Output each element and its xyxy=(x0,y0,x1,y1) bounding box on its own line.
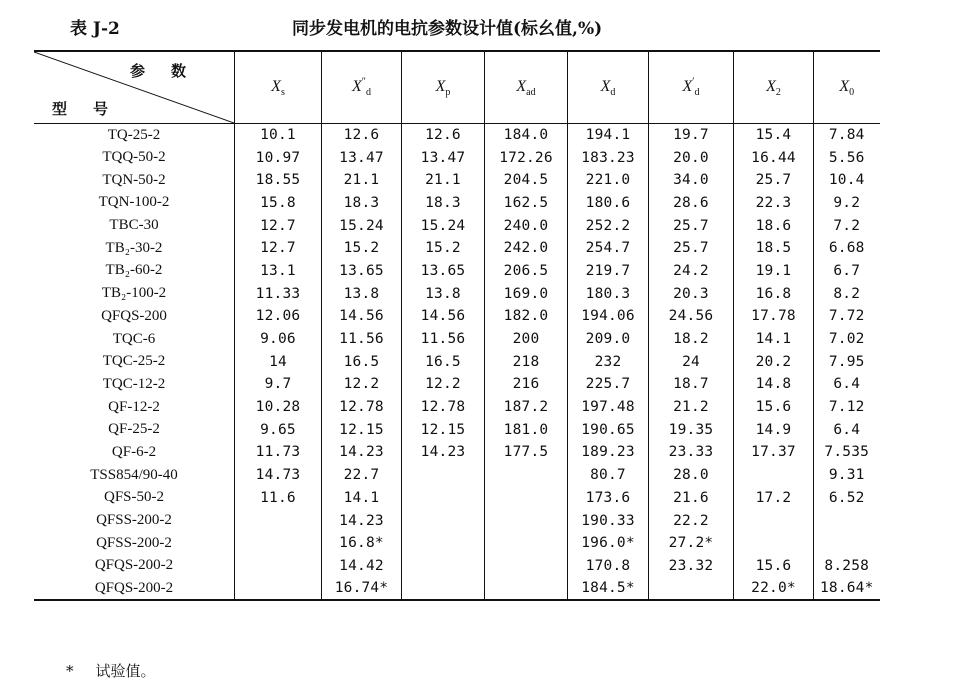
table-row xyxy=(34,532,880,555)
value-cell: 9.7 xyxy=(235,373,322,396)
value-cell: 232 xyxy=(568,350,649,373)
value-cell: 17.37 xyxy=(734,441,814,464)
column-symbol xyxy=(839,78,855,99)
value-cell: 209.0 xyxy=(568,328,649,351)
value-cell: 22.0* xyxy=(734,577,814,600)
value-cell: 181.0 xyxy=(485,418,568,441)
model-cell: TQN-100-2 xyxy=(98,194,170,211)
header-row xyxy=(34,51,880,124)
value-cell: 8.2 xyxy=(814,282,880,305)
value-cell: 11.6 xyxy=(235,487,322,510)
value-cell: 27.2* xyxy=(649,532,734,555)
value-cell: 7.2 xyxy=(814,214,880,237)
value-cell xyxy=(402,555,485,578)
value-cell: 23.32 xyxy=(649,555,734,578)
value-cell: 204.5 xyxy=(485,169,568,192)
value-cell: 187.2 xyxy=(485,396,568,419)
value-cell: 22.7 xyxy=(322,464,402,487)
symbol-subscript: d xyxy=(610,87,616,99)
value-cell: 206.5 xyxy=(485,260,568,283)
value-cell: 13.8 xyxy=(402,282,485,305)
value-cell: 218 xyxy=(485,350,568,373)
value-cell: 15.24 xyxy=(402,214,485,237)
value-cell: 12.78 xyxy=(322,396,402,419)
value-cell: 19.1 xyxy=(734,260,814,283)
value-cell: 15.2 xyxy=(322,237,402,260)
symbol-subscript: d xyxy=(365,87,371,99)
table-title-row xyxy=(0,14,957,40)
value-cell: 16.5 xyxy=(322,350,402,373)
value-cell: 22.2 xyxy=(649,509,734,532)
value-cell: 10.4 xyxy=(814,169,880,192)
model-cell: QF-12-2 xyxy=(108,398,160,415)
value-cell: 12.6 xyxy=(322,124,402,147)
value-cell: 12.7 xyxy=(235,214,322,237)
symbol-subscript: 0 xyxy=(849,87,855,99)
value-cell: 25.7 xyxy=(649,237,734,260)
table-row xyxy=(34,487,880,510)
value-cell: 11.56 xyxy=(402,328,485,351)
value-cell: 24 xyxy=(649,350,734,373)
column-header-5 xyxy=(649,51,734,124)
table-row xyxy=(34,260,880,283)
value-cell: 194.06 xyxy=(568,305,649,328)
value-cell: 12.78 xyxy=(402,396,485,419)
value-cell: 13.47 xyxy=(402,146,485,169)
symbol-base: X xyxy=(682,78,693,96)
value-cell: 14.23 xyxy=(322,509,402,532)
value-cell: 21.2 xyxy=(649,396,734,419)
value-cell: 18.7 xyxy=(649,373,734,396)
value-cell: 6.68 xyxy=(814,237,880,260)
column-header-3 xyxy=(485,51,568,124)
value-cell: 14 xyxy=(235,350,322,373)
value-cell: 18.3 xyxy=(322,192,402,215)
value-cell: 12.6 xyxy=(402,124,485,147)
value-cell: 17.2 xyxy=(734,487,814,510)
value-cell: 169.0 xyxy=(485,282,568,305)
column-symbol xyxy=(271,78,285,99)
value-cell: 14.42 xyxy=(322,555,402,578)
value-cell: 25.7 xyxy=(649,214,734,237)
value-cell: 13.65 xyxy=(402,260,485,283)
model-cell: TQC-6 xyxy=(112,330,156,347)
model-cell: TBC-30 xyxy=(109,217,159,234)
symbol-subscript: 2 xyxy=(775,87,781,99)
value-cell: 14.1 xyxy=(734,328,814,351)
value-cell: 80.7 xyxy=(568,464,649,487)
value-cell: 16.5 xyxy=(402,350,485,373)
value-cell: 7.84 xyxy=(814,124,880,147)
value-cell: 20.2 xyxy=(734,350,814,373)
symbol-subscript: d xyxy=(694,87,700,99)
table-row xyxy=(34,328,880,351)
value-cell xyxy=(402,487,485,510)
value-cell: 252.2 xyxy=(568,214,649,237)
model-cell: TQC-25-2 xyxy=(102,353,166,370)
table-row xyxy=(34,509,880,532)
table-row xyxy=(34,237,880,260)
symbol-base: X xyxy=(435,78,446,96)
value-cell: 16.8* xyxy=(322,532,402,555)
value-cell: 177.5 xyxy=(485,441,568,464)
model-cell: QFQS-200-2 xyxy=(94,557,174,574)
value-cell: 18.5 xyxy=(734,237,814,260)
value-cell xyxy=(485,532,568,555)
value-cell: 189.23 xyxy=(568,441,649,464)
column-symbol xyxy=(516,78,536,99)
corner-header-cell xyxy=(34,51,235,124)
value-cell: 5.56 xyxy=(814,146,880,169)
value-cell: 19.7 xyxy=(649,124,734,147)
model-cell: TQQ-50-2 xyxy=(102,149,166,166)
value-cell: 21.1 xyxy=(322,169,402,192)
value-cell xyxy=(402,532,485,555)
value-cell: 190.33 xyxy=(568,509,649,532)
value-cell: 170.8 xyxy=(568,555,649,578)
model-cell: QF-6-2 xyxy=(111,443,157,460)
model-cell: TQC-12-2 xyxy=(102,375,166,392)
value-cell: 11.33 xyxy=(235,282,322,305)
value-cell: 28.6 xyxy=(649,192,734,215)
value-cell: 184.5* xyxy=(568,577,649,600)
table-row xyxy=(34,441,880,464)
value-cell: 196.0* xyxy=(568,532,649,555)
table-row xyxy=(34,350,880,373)
value-cell: 14.56 xyxy=(322,305,402,328)
value-cell: 20.3 xyxy=(649,282,734,305)
value-cell: 15.6 xyxy=(734,555,814,578)
value-cell: 24.2 xyxy=(649,260,734,283)
model-cell: TB₂-30-2 xyxy=(105,239,163,256)
table-body xyxy=(34,124,880,600)
value-cell: 18.3 xyxy=(402,192,485,215)
column-header-7 xyxy=(814,51,880,124)
value-cell: 242.0 xyxy=(485,237,568,260)
value-cell: 12.7 xyxy=(235,237,322,260)
column-header-0 xyxy=(235,51,322,124)
symbol-subscript: s xyxy=(280,87,285,99)
model-cell: QF-25-2 xyxy=(108,421,160,438)
model-cell: TB₂-60-2 xyxy=(105,262,163,279)
table-row xyxy=(34,396,880,419)
value-cell: 9.65 xyxy=(235,418,322,441)
value-cell: 16.8 xyxy=(734,282,814,305)
corner-label-model: 型号 xyxy=(52,100,135,118)
column-header-2 xyxy=(402,51,485,124)
value-cell: 12.15 xyxy=(322,418,402,441)
value-cell: 254.7 xyxy=(568,237,649,260)
value-cell xyxy=(402,509,485,532)
table-row xyxy=(34,214,880,237)
reactance-table xyxy=(34,50,880,601)
value-cell: 216 xyxy=(485,373,568,396)
column-header-1 xyxy=(322,51,402,124)
table-row xyxy=(34,305,880,328)
value-cell: 12.15 xyxy=(402,418,485,441)
value-cell: 18.64* xyxy=(814,577,880,600)
column-header-6 xyxy=(734,51,814,124)
value-cell: 7.02 xyxy=(814,328,880,351)
value-cell: 12.2 xyxy=(322,373,402,396)
value-cell: 14.1 xyxy=(322,487,402,510)
table-row xyxy=(34,373,880,396)
value-cell xyxy=(814,532,880,555)
value-cell: 10.97 xyxy=(235,146,322,169)
value-cell xyxy=(649,577,734,600)
value-cell xyxy=(485,555,568,578)
value-cell: 18.55 xyxy=(235,169,322,192)
value-cell: 184.0 xyxy=(485,124,568,147)
symbol-subscript: ad xyxy=(526,87,536,99)
value-cell: 24.56 xyxy=(649,305,734,328)
value-cell: 15.2 xyxy=(402,237,485,260)
symbol-base: X xyxy=(352,78,362,96)
table-row xyxy=(34,146,880,169)
footnote xyxy=(66,660,156,681)
value-cell: 10.28 xyxy=(235,396,322,419)
column-symbol xyxy=(435,78,451,99)
table-row xyxy=(34,169,880,192)
table-caption: 同步发电机的电抗参数设计值(标幺值,%) xyxy=(292,19,603,39)
value-cell: 180.3 xyxy=(568,282,649,305)
value-cell xyxy=(814,509,880,532)
value-cell: 9.06 xyxy=(235,328,322,351)
column-symbol xyxy=(682,77,700,99)
footnote-mark: * xyxy=(66,662,74,680)
value-cell: 7.535 xyxy=(814,441,880,464)
symbol-base: X xyxy=(271,78,281,96)
value-cell: 6.4 xyxy=(814,418,880,441)
value-cell: 34.0 xyxy=(649,169,734,192)
value-cell: 9.2 xyxy=(814,192,880,215)
model-cell: QFS-50-2 xyxy=(103,489,164,506)
value-cell: 13.8 xyxy=(322,282,402,305)
model-cell: QFSS-200-2 xyxy=(96,534,172,551)
symbol-base: X xyxy=(516,78,527,96)
column-header-4 xyxy=(568,51,649,124)
value-cell xyxy=(235,555,322,578)
value-cell: 162.5 xyxy=(485,192,568,215)
value-cell xyxy=(485,464,568,487)
table-row xyxy=(34,577,880,600)
value-cell: 7.12 xyxy=(814,396,880,419)
value-cell: 6.52 xyxy=(814,487,880,510)
model-cell: TQN-50-2 xyxy=(102,171,166,188)
table-row xyxy=(34,282,880,305)
value-cell: 19.35 xyxy=(649,418,734,441)
model-cell: QFSS-200-2 xyxy=(96,512,172,529)
value-cell: 21.6 xyxy=(649,487,734,510)
value-cell: 11.56 xyxy=(322,328,402,351)
value-cell xyxy=(734,532,814,555)
value-cell: 6.7 xyxy=(814,260,880,283)
value-cell: 20.0 xyxy=(649,146,734,169)
value-cell xyxy=(734,464,814,487)
value-cell: 16.44 xyxy=(734,146,814,169)
value-cell xyxy=(402,577,485,600)
value-cell: 7.72 xyxy=(814,305,880,328)
value-cell: 190.65 xyxy=(568,418,649,441)
table-number: 表 J-2 xyxy=(70,19,120,39)
column-symbol xyxy=(766,78,781,99)
value-cell: 13.1 xyxy=(235,260,322,283)
symbol-superscript: ″ xyxy=(361,77,366,89)
value-cell: 14.23 xyxy=(402,441,485,464)
symbol-superscript: ′ xyxy=(692,77,695,89)
value-cell: 14.73 xyxy=(235,464,322,487)
footnote-text: 试验值。 xyxy=(95,662,156,680)
value-cell xyxy=(235,532,322,555)
value-cell xyxy=(235,577,322,600)
value-cell xyxy=(485,577,568,600)
table-row xyxy=(34,464,880,487)
value-cell: 180.6 xyxy=(568,192,649,215)
value-cell: 194.1 xyxy=(568,124,649,147)
value-cell: 14.8 xyxy=(734,373,814,396)
value-cell: 23.33 xyxy=(649,441,734,464)
symbol-base: X xyxy=(600,78,611,96)
value-cell: 6.4 xyxy=(814,373,880,396)
value-cell: 18.2 xyxy=(649,328,734,351)
symbol-subscript: p xyxy=(445,87,451,99)
model-cell: TB₂-100-2 xyxy=(101,285,167,302)
value-cell: 225.7 xyxy=(568,373,649,396)
value-cell: 21.1 xyxy=(402,169,485,192)
value-cell xyxy=(235,509,322,532)
value-cell: 22.3 xyxy=(734,192,814,215)
value-cell: 13.65 xyxy=(322,260,402,283)
value-cell: 15.24 xyxy=(322,214,402,237)
value-cell: 15.6 xyxy=(734,396,814,419)
model-cell: TQ-25-2 xyxy=(107,126,161,143)
value-cell: 16.74* xyxy=(322,577,402,600)
symbol-base: X xyxy=(766,78,776,96)
value-cell: 17.78 xyxy=(734,305,814,328)
value-cell: 10.1 xyxy=(235,124,322,147)
value-cell: 172.26 xyxy=(485,146,568,169)
model-cell: TSS854/90-40 xyxy=(90,466,178,483)
value-cell xyxy=(734,509,814,532)
value-cell: 15.4 xyxy=(734,124,814,147)
value-cell: 18.6 xyxy=(734,214,814,237)
value-cell: 14.56 xyxy=(402,305,485,328)
value-cell: 28.0 xyxy=(649,464,734,487)
column-symbol xyxy=(600,78,616,99)
model-cell: QFQS-200 xyxy=(101,307,167,324)
value-cell: 219.7 xyxy=(568,260,649,283)
value-cell xyxy=(485,487,568,510)
value-cell: 12.2 xyxy=(402,373,485,396)
value-cell: 14.23 xyxy=(322,441,402,464)
value-cell: 13.47 xyxy=(322,146,402,169)
diagonal-corner xyxy=(34,52,234,123)
value-cell: 11.73 xyxy=(235,441,322,464)
value-cell: 8.258 xyxy=(814,555,880,578)
value-cell: 197.48 xyxy=(568,396,649,419)
corner-label-parameter: 参数 xyxy=(129,62,212,80)
column-symbol xyxy=(352,77,371,99)
value-cell: 12.06 xyxy=(235,305,322,328)
value-cell: 240.0 xyxy=(485,214,568,237)
value-cell xyxy=(485,509,568,532)
value-cell: 221.0 xyxy=(568,169,649,192)
value-cell: 200 xyxy=(485,328,568,351)
value-cell: 25.7 xyxy=(734,169,814,192)
value-cell: 182.0 xyxy=(485,305,568,328)
table-row xyxy=(34,124,880,147)
table-row xyxy=(34,555,880,578)
value-cell: 183.23 xyxy=(568,146,649,169)
value-cell: 7.95 xyxy=(814,350,880,373)
table-row xyxy=(34,418,880,441)
value-cell: 14.9 xyxy=(734,418,814,441)
symbol-base: X xyxy=(839,78,850,96)
value-cell: 173.6 xyxy=(568,487,649,510)
table-row xyxy=(34,192,880,215)
value-cell xyxy=(402,464,485,487)
value-cell: 15.8 xyxy=(235,192,322,215)
value-cell: 9.31 xyxy=(814,464,880,487)
model-cell: QFQS-200-2 xyxy=(34,577,235,600)
